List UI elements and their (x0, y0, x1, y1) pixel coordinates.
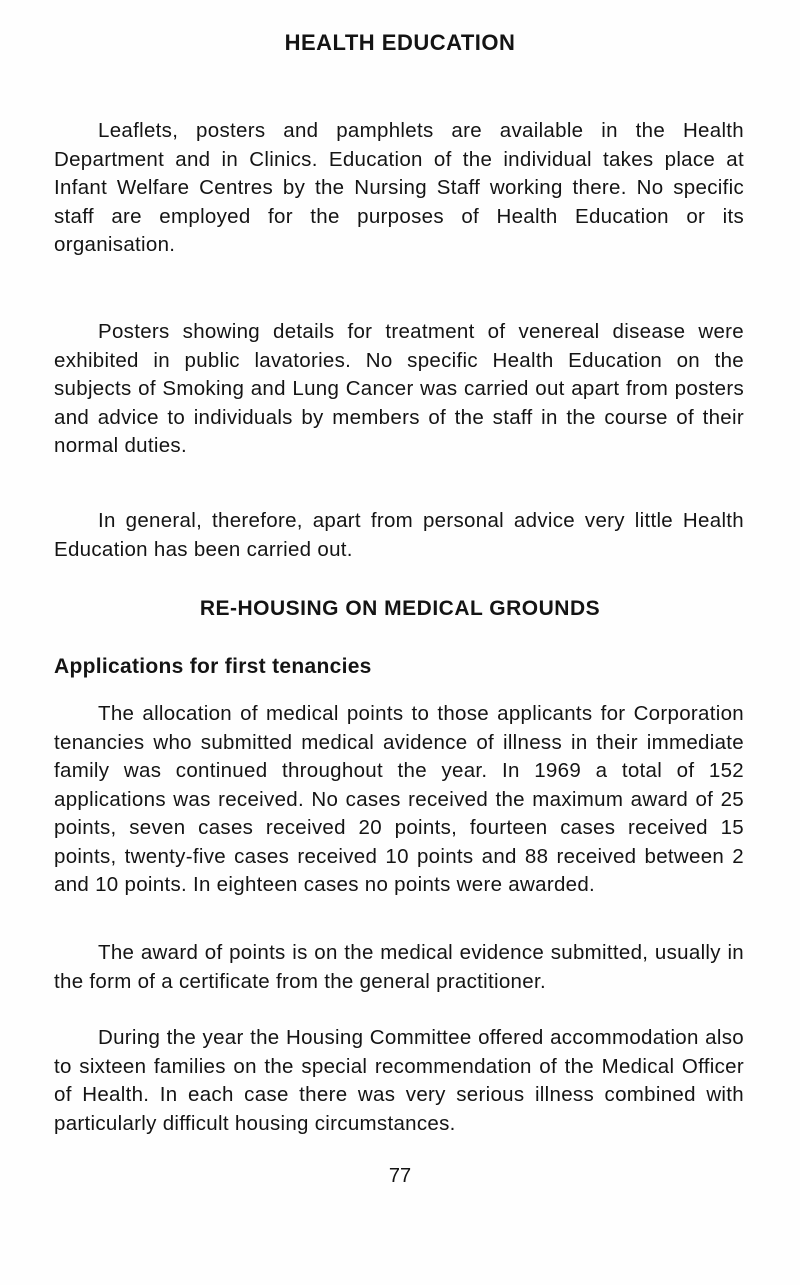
paragraph-housing-committee: During the year the Housing Committee offered accommodation also to sixteen families on the special recommendation of the Medical Officer of Health. In each case there was very serious illness combined with particularly difficult housing circumstances. (54, 1026, 744, 1135)
subsection-title-first-tenancies: Applications for first tenancies (54, 655, 372, 678)
section-title-health-education: HEALTH EDUCATION (284, 30, 516, 55)
paragraph-award-of-points: The award of points is on the medical evidence submitted, usually in the form of a certificate from the general practitioner. (54, 941, 744, 993)
paragraph-allocation: The allocation of medical points to those applicants for Corporation tenancies who submitted medical avidence of illness in their immediate family was continued throughout the year. In 1969 a total of 152 applications was received. No cases received the maximum award of 25 points, seven cases received 20 points, fourteen cases received 15 points, twenty-five cases received 10 points and 88 received between 2 and 10 points. In eighteen cases no points were awarded. (54, 702, 744, 896)
section-title-rehousing: RE-HOUSING ON MEDICAL GROUNDS (199, 597, 601, 620)
paragraph-leaflets: Leaflets, posters and pamphlets are available in the Health Department and in Clinics. Education of the individual takes place at Infant Welfare Centres by the Nursing Staff working there. No specific staff are employed for the purposes of Health Education or its organisation. (54, 119, 744, 256)
paragraph-in-general: In general, therefore, apart from personal advice very little Health Education has been carried out. (54, 509, 744, 561)
paragraph-posters: Posters showing details for treatment of venereal disease were exhibited in public lavatories. No specific Health Education on the subjects of Smoking and Lung Cancer was carried out apart from posters and advice to individuals by members of the staff in the course of their normal duties. (54, 320, 744, 457)
page-number: 77 (388, 1165, 412, 1187)
